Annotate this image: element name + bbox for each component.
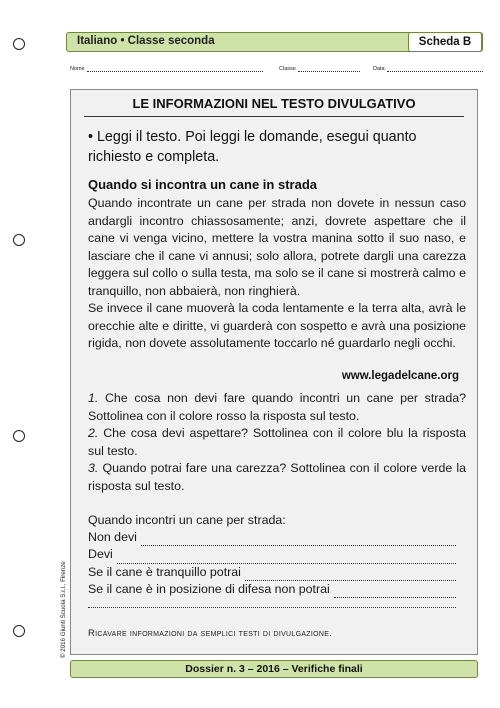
question-list <box>88 390 466 495</box>
class-field[interactable] <box>279 66 360 72</box>
title-divider <box>84 116 464 117</box>
story-paragraph: Se invece il cane muoverà la coda lentamente e la terra alta, avrà le orecchie alte e diritte, vi guarderà con sospetto e avrà una posizione rigida, non dovete assolutamente toccarlo né guardarlo negli occhi. <box>88 301 466 350</box>
question-text: Quando potrai fare una carezza? Sottolinea con il colore verde la risposta sul testo. <box>88 461 466 493</box>
date-field[interactable] <box>373 66 483 72</box>
question-text: Che cosa devi aspettare? Sottolinea con il colore blu la risposta sul testo. <box>88 426 466 458</box>
punch-hole-bottom <box>13 625 25 637</box>
date-blank[interactable] <box>387 66 483 72</box>
punch-hole-lower-middle <box>13 430 25 442</box>
question-text: Che cosa non devi fare quando incontri un cane per strada? Sottolinea con il colore rosso la risposta sul testo. <box>88 391 466 423</box>
answer-intro <box>88 512 466 529</box>
instruction-text: • Leggi il testo. Poi leggi le domande, esegui quanto richiesto e completa. <box>88 129 417 165</box>
worksheet-panel <box>70 89 478 655</box>
question-item <box>88 425 466 460</box>
question-number: 3. <box>88 461 99 475</box>
answer-blank[interactable] <box>117 554 456 564</box>
question-item <box>88 460 466 495</box>
answer-line-label: Non devi <box>88 530 137 545</box>
sheet-label: Scheda B <box>408 32 482 52</box>
answer-section <box>88 512 466 608</box>
answer-blank[interactable] <box>141 536 456 546</box>
question-number: 2. <box>88 426 99 440</box>
answer-blank[interactable] <box>88 598 456 608</box>
header-bar <box>66 32 483 52</box>
class-label: Classe <box>279 66 296 72</box>
answer-line-label: Se il cane è in posizione di difesa non potrai <box>88 581 330 596</box>
answer-intro-text: Quando incontri un cane per strada: <box>88 513 286 527</box>
story-title: Quando si incontra un cane in strada <box>88 177 317 192</box>
name-blank[interactable] <box>87 66 263 72</box>
question-number: 1. <box>88 391 99 405</box>
copyright-notice: © 2016 Giunti Scuola S.r.l., Firenze <box>60 561 67 658</box>
answer-line-non-devi[interactable] <box>88 529 466 546</box>
answer-blank[interactable] <box>334 588 456 598</box>
punch-hole-upper-middle <box>13 234 25 246</box>
answer-line-label: Se il cane è tranquillo potrai <box>88 564 241 579</box>
name-label: Nome <box>70 66 85 72</box>
answer-blank[interactable] <box>245 571 456 581</box>
subject-label: Italiano • Classe seconda <box>77 35 215 47</box>
answer-line-extra[interactable] <box>88 598 466 608</box>
punch-hole-top <box>13 38 25 50</box>
learning-objective: Ricavare informazioni da semplici testi di divulgazione. <box>88 628 333 639</box>
story-paragraph: Quando incontrate un cane per strada non dovete in nessun caso andargli incontro chiassosamente; anzi, dovrete aspettare che il cane vi venga vicino, mettere la vostra manina sotto il suo naso, e lasciare che il cane vi annusi; solo allora, potrete dargli una carezza leggera sul collo o sulla testa, ma solo se il cane si mostrerà calmo e tranquillo, non abbaierà, non ringhierà. <box>88 196 466 298</box>
question-item <box>88 390 466 425</box>
student-info-fields <box>70 66 482 78</box>
footer-bar: Dossier n. 3 – 2016 – Verifiche finali <box>70 660 478 678</box>
worksheet-title: LE INFORMAZIONI NEL TESTO DIVULGATIVO <box>132 96 416 111</box>
class-blank[interactable] <box>298 66 360 72</box>
story-text <box>88 195 466 353</box>
source-link: www.legadelcane.org <box>341 370 459 382</box>
answer-line-label: Devi <box>88 547 113 562</box>
name-field[interactable] <box>70 66 263 72</box>
date-label: Data <box>373 66 385 72</box>
answer-line-tranquillo[interactable] <box>88 564 466 581</box>
answer-line-difesa[interactable] <box>88 581 466 598</box>
answer-line-devi[interactable] <box>88 546 466 563</box>
